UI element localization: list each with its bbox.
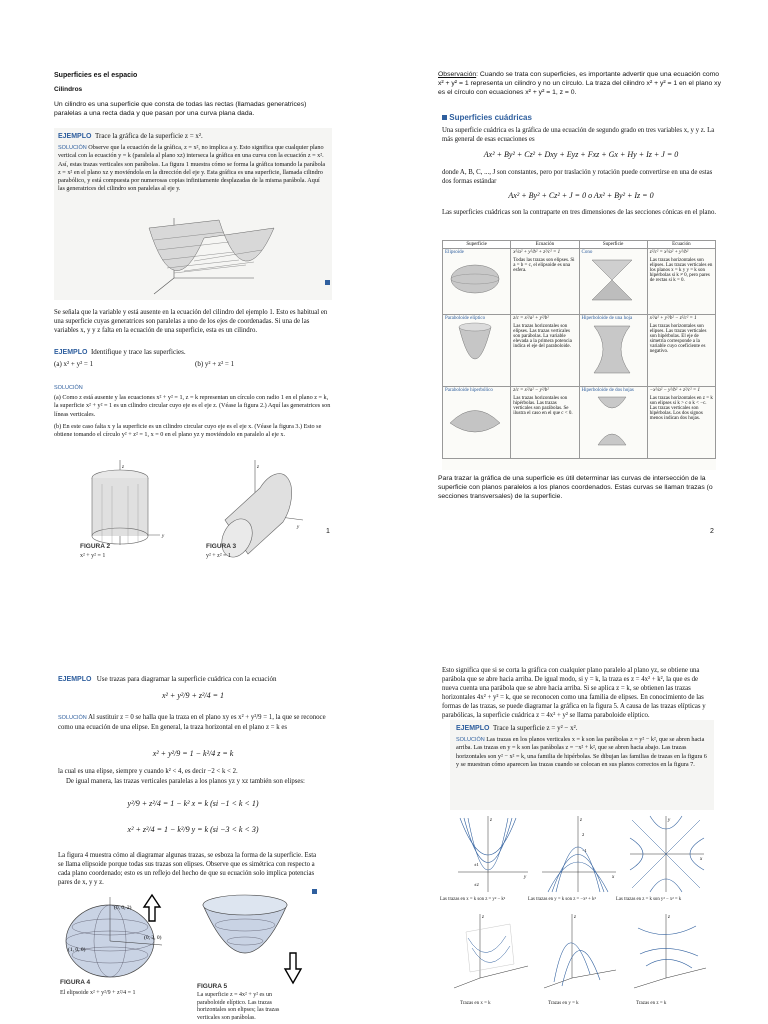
- svg-text:y: y: [668, 818, 671, 823]
- general-equation: Ax² + By² + Cz² + Dxy + Eyz + Fxz + Gx + Hy + Iz + J = 0: [483, 150, 679, 159]
- figure-4-caption: El elipsoide x² + y²/9 + z²/4 = 1: [60, 990, 136, 996]
- surface-name: Paraboloide hiperbólico: [445, 388, 493, 393]
- standard-forms-intro: donde A, B, C, ..., J son constantes, pero por traslación y rotación puede convertirse en una de estas dos formas estándar: [442, 169, 713, 185]
- solution-text: Observe que la ecuación de la gráfica, z = x², no implica a y. Esto significa que cualquier plano vertical con la ecuación y = k (paralela al plano xz) interseca la gráfica en una curva con la ecuación z = x². Así, estas trazas verticales son parábolas. La figura 1 muestra cómo se forma la gráfica tomando la parábola z = x² en el plano xz y moviéndola en la dirección del eje y. Esta gráfica es una superficie, llamada cilindro parabólico, y está compuesta por numerosas copias infinitamente desplazadas de la misma parábola. Aquí las generatrices del cilindro son paralelas al eje y.: [58, 144, 326, 193]
- hyperbolic-paraboloid-thumbnail: [445, 393, 505, 443]
- quadric-table: [442, 240, 716, 470]
- observation-label: Observación: [438, 71, 477, 78]
- intro-paragraph: Esto significa que si se corta la gráfica con cualquier plano paralelo al plano yz, se obtiene una parábola que se abre hacia arriba. De igual modo, si y = k, la traza es z = 4x² + k², la que es de nueva cuenta una parábola que se abre hacia arriba. Si se aplica z = k, se obtienen las trazas horizontales 4x² + y² = k, que se reconocen como una familia de elipses. En conocimiento de las formas de las trazas, se puede diagramar la gráfica en la figura 5. A causa de las trazas elípticas y parabólicas, la superficie cuádrica z = 4x² + y² se llama paraboloide elíptico.: [442, 667, 706, 719]
- svg-text:z: z: [668, 915, 670, 920]
- plot-k-label: −1: [582, 848, 587, 853]
- surface-equation: x²/a² + y²/b² − z²/c² = 1: [649, 316, 697, 321]
- svg-text:y: y: [162, 534, 165, 539]
- standard-equations: Ax² + By² + Cz² + J = 0 o Ax² + By² + Iz = 0: [508, 191, 654, 200]
- surface-notes: Las trazas horizontales en z = k son elipses si k > c o k < −c. Las trazas verticales son hipérbolas. Los dos signos menos indican dos hojas.: [649, 396, 713, 421]
- surface-name: Cono: [581, 250, 593, 255]
- solution-2-label: SOLUCIÓN: [54, 385, 83, 391]
- end-marker: [312, 889, 317, 894]
- surface-notes: Las trazas horizontales son hipérbolas. Las trazas verticales son parábolas. Se ilustra el caso en el que c < 0.: [513, 396, 573, 416]
- surface-equation: z/c = x²/a² + y²/b²: [513, 316, 549, 321]
- surface-name: Hiperboloide de dos hojas: [581, 388, 634, 393]
- traces-y-equals-k-plot: [538, 812, 620, 894]
- traces-paragraph: Para trazar la gráfica de una superficie es útil determinar las curvas de intersección de la superficie con planos paralelos a los planos coordenados. Estas curvas se llaman trazas (o secciones transversales) de la superficie.: [438, 475, 713, 500]
- traces-x-equals-k-plot: [450, 812, 532, 894]
- elliptic-paraboloid-figure: [195, 891, 295, 971]
- example-2-b: (b) y² + z² = 1: [195, 360, 235, 368]
- figure-7-caption: Trazas en y = k: [548, 1001, 579, 1006]
- table-header: Superficie: [579, 241, 647, 249]
- solution-paragraph-3: De igual manera, las trazas verticales paralelas a los planos yz y xz también son elipses:: [66, 778, 305, 785]
- figure-3-label: FIGURA 3: [206, 543, 237, 550]
- svg-text:z: z: [257, 465, 259, 470]
- svg-text:z: z: [122, 465, 124, 470]
- trace-equation-3: x² + z²/4 = 1 − k²/9 y = k (si −3 < k < 3): [127, 825, 259, 834]
- svg-text:y: y: [297, 525, 300, 530]
- example-statement: Use trazas para diagramar la superficie cuádrica con la ecuación: [96, 675, 277, 683]
- figure-7-caption: Trazas en x = k: [460, 1001, 491, 1006]
- section-title: Cilindros: [54, 86, 83, 93]
- cone-thumbnail: [582, 255, 642, 305]
- plot-k-label: ±2: [474, 882, 479, 887]
- surface-notes: Las trazas horizontales son elipses. Las trazas verticales en los planos x = k y y = k son hipérbolas si k ≠ 0, pero pares de rectas si k = 0.: [649, 258, 713, 283]
- svg-text:x: x: [612, 875, 615, 880]
- surface-equation: z²/c² = x²/a² + y²/b²: [649, 250, 689, 255]
- hyperboloid-two-sheets-thumbnail: [582, 393, 642, 448]
- page-4: [428, 660, 728, 1020]
- figure-5-label: FIGURA 5: [197, 983, 228, 990]
- solution-text: Las trazas en los planos verticales x = k son las parábolas z = y² − k², que se abren hacia arriba. Las trazas en y = k son las parábolas z = −x² + k², que se abren hacia abajo. Las trazas horizontales son y² − x² = k, una familia de hipérbolas. Se dibujan las familias de trazas en la figura 6 y se muestran cómo aparecen las trazas cuando se colocan en sus planos correctos en la figura 7.: [456, 736, 707, 768]
- solution-2-b: (b) En este caso falta x y la superficie es un cilindro circular cuyo eje es el eje x. (Véase la figura 3.) Esto se obtiene tomando el círculo y² + z² = 1, x = 0 en el plano yz y moviéndolo en paralelo al eje x.: [54, 423, 322, 439]
- surface-notes: Todas las trazas son elipses. Si a = b = c, el elipsoide es una esfera.: [513, 258, 575, 273]
- table-header: Superficie: [443, 241, 511, 249]
- example-2-label: EJEMPLO: [54, 349, 88, 356]
- example-1-box: [54, 128, 332, 300]
- svg-text:z: z: [482, 915, 484, 920]
- example-label: EJEMPLO: [456, 725, 490, 732]
- figure-7-caption: Trazas en z = k: [636, 1001, 667, 1006]
- conics-paragraph: Las superficies cuádricas son la contraparte en tres dimensiones de las secciones cónicas en el plano.: [442, 209, 717, 216]
- ellipsoid-thumbnail: [445, 255, 505, 300]
- figure-6-caption: Las trazas en z = k son y² − x² = k: [616, 897, 682, 902]
- table-row: [443, 387, 716, 459]
- traces-z-equals-k-plot: [626, 812, 708, 894]
- trace-equation-2: y²/9 + z²/4 = 1 − k² x = k (si −1 < k < 1): [127, 799, 259, 808]
- figure-6-caption: Las trazas en y = k son z = −x² + k²: [528, 897, 596, 902]
- figure-6-caption: Las trazas en x = k son z = y² − k²: [440, 897, 506, 902]
- traces-3d-x-equals-k: [450, 908, 532, 990]
- table-row: [443, 315, 716, 387]
- section-marker: [442, 115, 447, 120]
- quadric-intro: Una superficie cuádrica es la gráfica de una ecuación de segundo grado en tres variables x, y y z. La más general de esas ecuaciones es: [442, 127, 715, 143]
- figure-3-equation: y² + z² = 1: [206, 553, 232, 559]
- table-row: [443, 249, 716, 315]
- svg-text:z: z: [574, 915, 576, 920]
- surface-name: Elipsoide: [445, 250, 464, 255]
- figure-5-caption: La superficie z = 4x² + y² es un paraboloide elíptico. Las trazas horizontales son elipses; las trazas verticales son parábolas.: [197, 992, 280, 1020]
- svg-text:z: z: [490, 818, 492, 823]
- surface-name: Paraboloide elíptico: [445, 316, 486, 321]
- figure-4-label: FIGURA 4: [60, 979, 91, 986]
- surface-notes: Las trazas horizontales son elipses. Las trazas verticales son hipérbolas. El eje de simetría corresponde a la variable cuyo coeficiente es negativo.: [649, 324, 707, 354]
- example-equation: x² + y²/9 + z²/4 = 1: [161, 691, 225, 700]
- solution-paragraph-2: la cual es una elipse, siempre y cuando k² < 4, es decir −2 < k < 2.: [58, 768, 238, 775]
- page-1: [40, 60, 340, 580]
- ellipsoid-point-label: (1, 0, 0): [68, 947, 86, 953]
- example-box: [450, 720, 714, 810]
- surface-equation: x²/a² + y²/b² + z²/c² = 1: [513, 250, 561, 255]
- ellipsoid-point-label: (0, 0, 2): [114, 905, 132, 911]
- solution-label: SOLUCIÓN: [58, 145, 87, 151]
- surface-equation: −x²/a² − y²/b² + z²/c² = 1: [649, 388, 701, 393]
- example-statement: Trace la gráfica de la superficie z = x².: [94, 132, 203, 140]
- remark-paragraph: Se señala que la variable y está ausente en la ecuación del cilindro del ejemplo 1. Esto es habitual en una superficie cuyas generatrices son paralelas a uno de los ejes de coordenadas. Si una de las variables x, y y z falta en la ecuación de una superficie, esta es un cilindro.: [54, 309, 328, 334]
- observation-text: : Cuando se trata con superficies, es importante advertir que una ecuación como x² + y² = 1 representa un cilindro y no un círculo. La traza del cilindro x² + y² = 1 en el plano xy es el círculo con ecuaciones x² + y² = 1, z = 0.: [438, 71, 721, 96]
- surface-name: Hiperboloide de una hoja: [581, 316, 633, 321]
- traces-3d-y-equals-k: [538, 908, 620, 990]
- surface-notes: Las trazas horizontales son elipses. Las trazas verticales son parábolas. La variable elevada a la primera potencia indica el eje del paraboloide.: [513, 324, 572, 349]
- elliptic-paraboloid-thumbnail: [445, 321, 505, 376]
- svg-text:y: y: [524, 875, 527, 880]
- solution-label: SOLUCIÓN: [456, 737, 485, 743]
- hyperboloid-one-sheet-thumbnail: [582, 321, 642, 376]
- solution-2-a: (a) Como z está ausente y las ecuaciones x² + y² = 1, z = k representan un círculo con radio 1 en el plano z = k, la superficie x² + y² = 1 es un cilindro circular cuyo eje es el eje z. (Véase la figura 2.) Aquí las generatrices son líneas verticales.: [54, 394, 331, 418]
- intro-paragraph: Un cilindro es una superficie que consta de todas las rectas (llamadas generatrices) paralelas a una recta dada y que pasan por una curva plana dada.: [54, 101, 307, 117]
- figure-2-label: FIGURA 2: [80, 543, 111, 550]
- svg-text:z: z: [580, 818, 582, 823]
- down-arrow-icon: [283, 951, 303, 985]
- figure-2-equation: x² + y² = 1: [80, 553, 106, 559]
- section-heading: Superficies cuádricas: [449, 113, 532, 122]
- ellipsoid-point-label: (0, 3, 0): [144, 935, 162, 941]
- table-header: Ecuación: [511, 241, 579, 249]
- parabolic-cylinder-figure: [54, 128, 332, 300]
- page-title: Superficies es el espacio: [54, 72, 138, 79]
- plot-k-label: ±1: [474, 862, 479, 867]
- page-3: [40, 665, 340, 1020]
- table-header: Ecuación: [647, 241, 715, 249]
- solution-label: SOLUCIÓN: [58, 715, 87, 721]
- up-arrow-icon: [142, 893, 162, 923]
- example-2-statement: Identifique y trace las superficies.: [90, 348, 186, 356]
- example-2-a: (a) x² + y² = 1: [54, 360, 94, 368]
- trace-equation-1: x² + y²/9 = 1 − k²/4 z = k: [152, 749, 234, 758]
- page-2: [428, 60, 728, 580]
- example-statement: Trace la superficie z = y² − x².: [492, 724, 578, 732]
- page-number: 1: [326, 528, 330, 535]
- surface-equation: z/c = x²/a² − y²/b²: [513, 388, 549, 393]
- solution-paragraph-1: Al sustituir z = 0 se halla que la traza en el plano xy es x² + y²/9 = 1, la que se reconoce como una ecuación de una elipse. En general, la traza horizontal en el plano z = k es: [58, 714, 326, 731]
- plot-k-label: 2: [582, 832, 585, 837]
- example-label: EJEMPLO: [58, 676, 92, 683]
- traces-3d-z-equals-k: [626, 908, 708, 990]
- quadric-table-grid: [442, 240, 716, 459]
- example-label: EJEMPLO: [58, 133, 92, 140]
- page-number: 2: [710, 528, 714, 535]
- svg-text:x: x: [700, 857, 703, 862]
- closing-paragraph: La figura 4 muestra cómo al diagramar algunas trazas, se esboza la forma de la superficie. Esta se llama elipsoide porque todas sus trazas son elipses. Observe que es simétrica con respecto a cada plano coordenado; esto es un reflejo del hecho de que su ecuación solo implica potencias pares de x, y y z.: [58, 852, 317, 886]
